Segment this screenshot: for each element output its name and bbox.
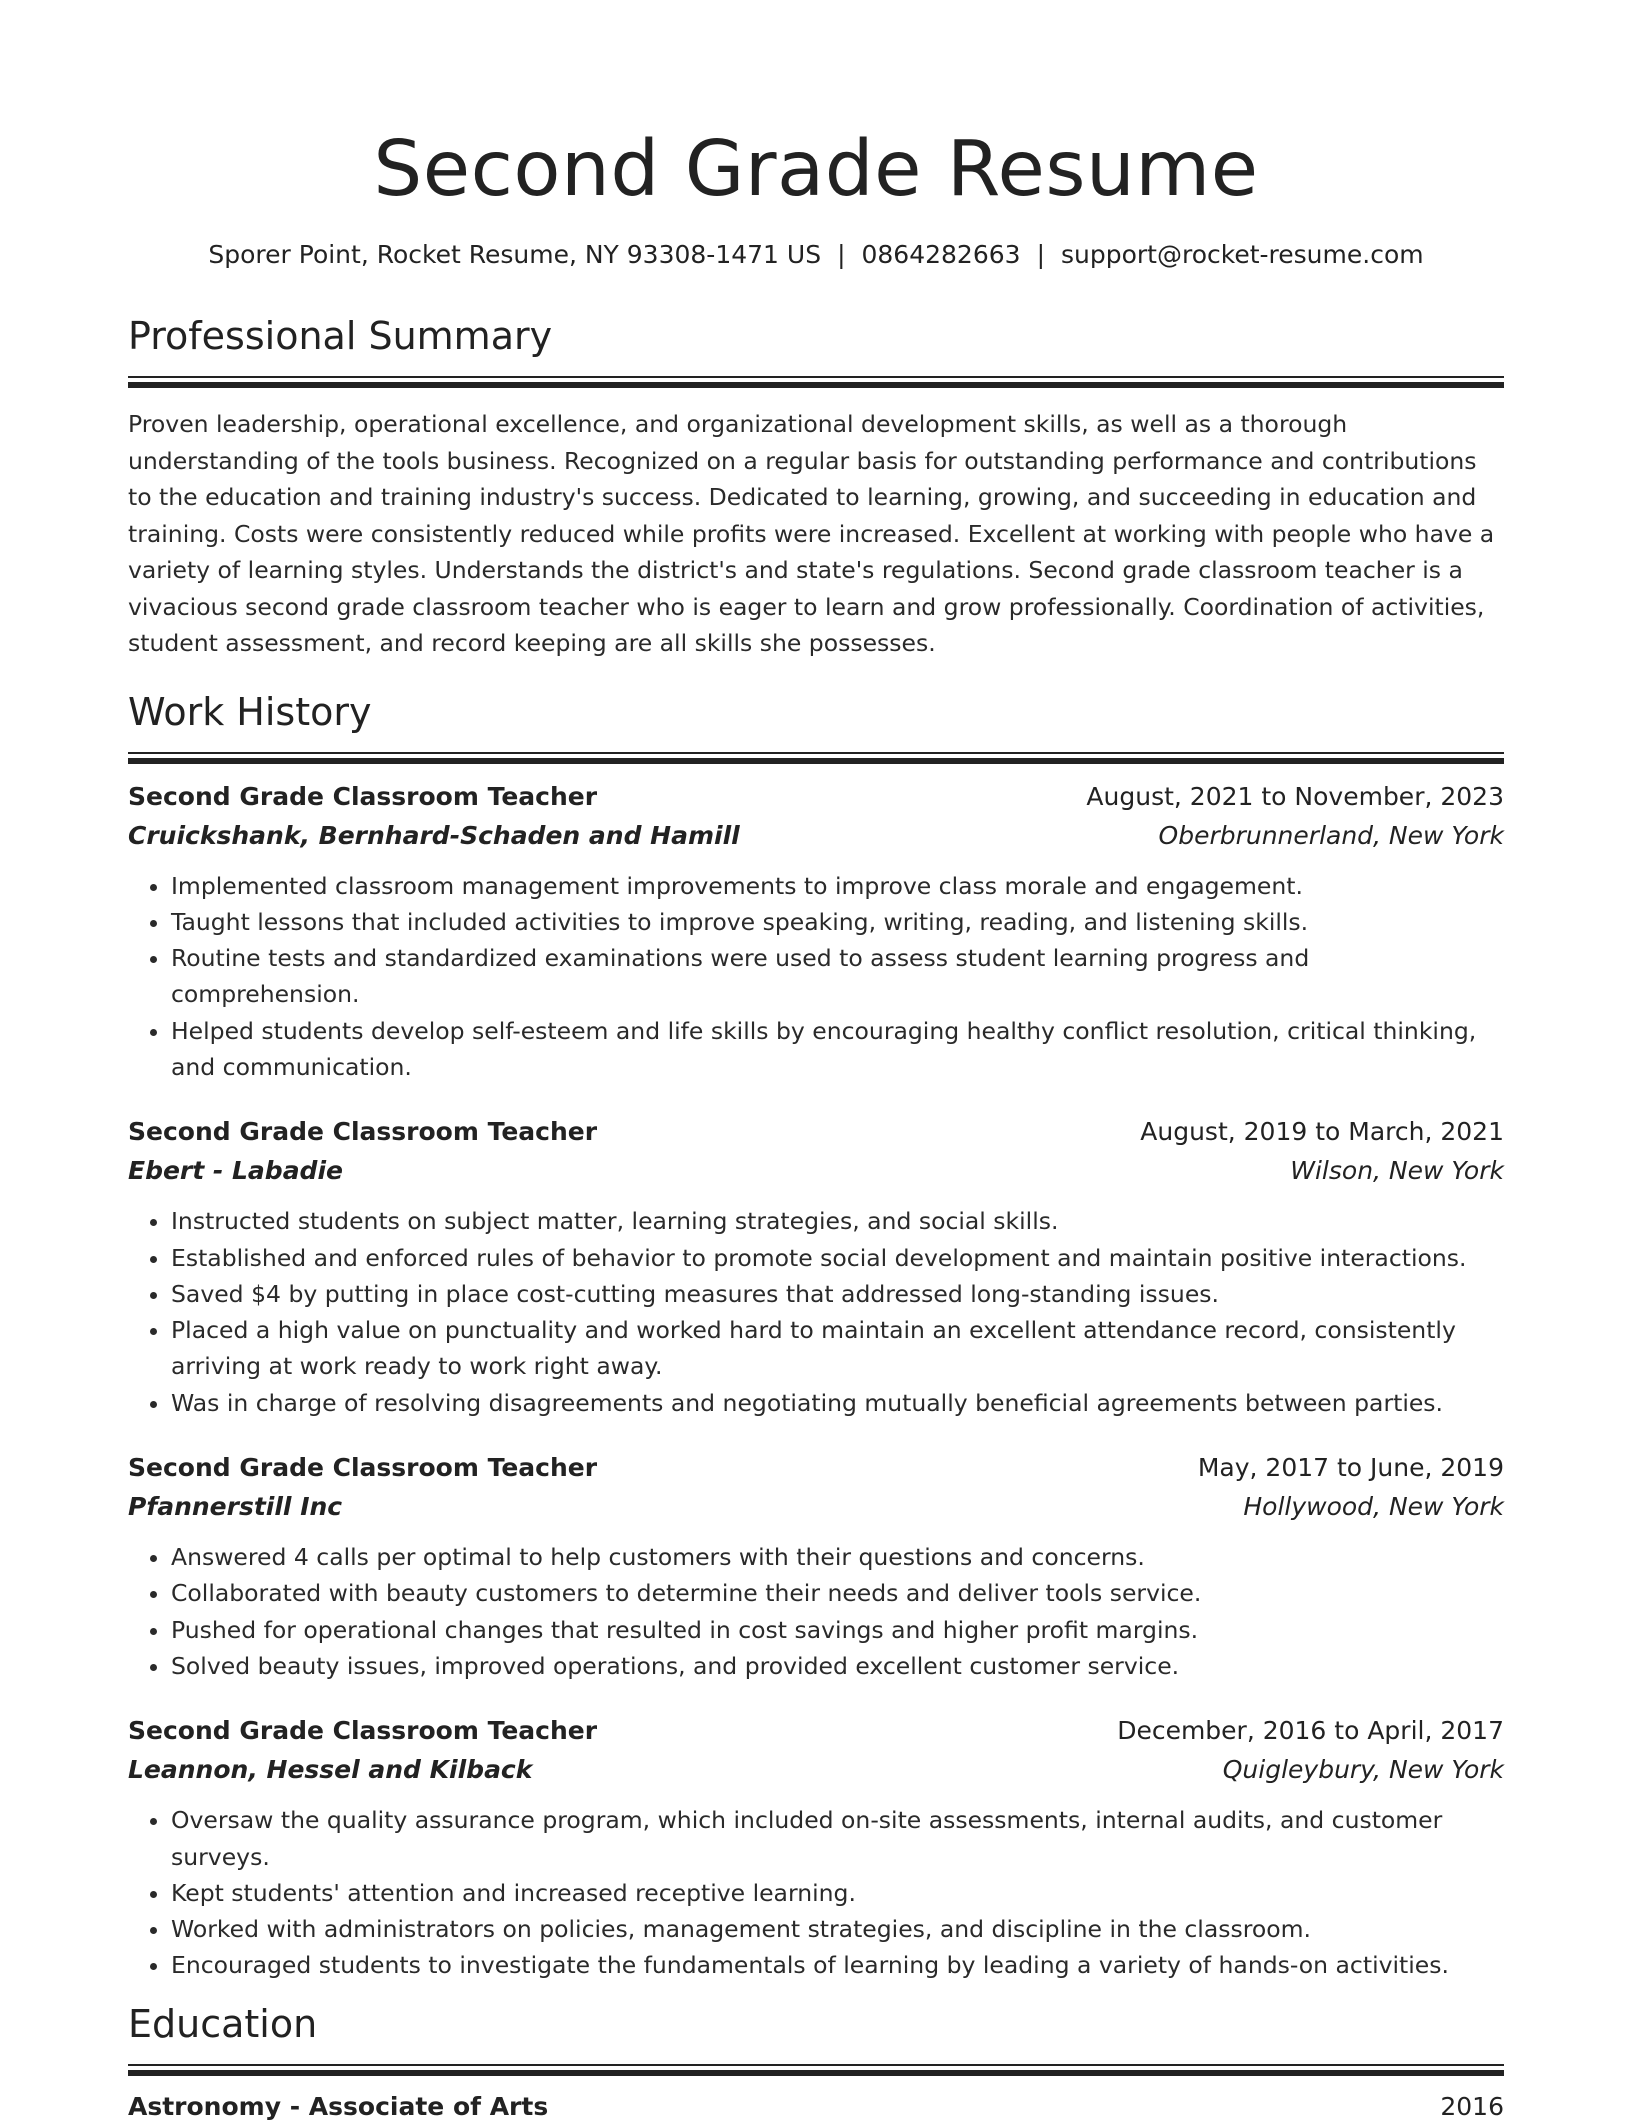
job-location: Hollywood, New York bbox=[1243, 1492, 1504, 1522]
job-bullets bbox=[128, 1802, 1504, 1983]
list-item: • Answered 4 calls per optimal to help customers with their questions and concerns. bbox=[171, 1539, 1504, 1575]
list-item: • Collaborated with beauty customers to determine their needs and deliver tools service. bbox=[171, 1575, 1504, 1611]
section-divider bbox=[128, 752, 1504, 762]
job-company: Ebert - Labadie bbox=[128, 1156, 343, 1186]
summary-section bbox=[128, 310, 1504, 662]
education-entry bbox=[128, 2088, 1504, 2126]
section-divider bbox=[128, 376, 1504, 386]
job-location: Wilson, New York bbox=[1290, 1156, 1504, 1186]
list-item: • Worked with administrators on policies, management strategies, and discipline in the classroom. bbox=[171, 1911, 1504, 1947]
summary-text: Proven leadership, operational excellence, and organizational development skills, as well as a thorough understanding of the tools business. Recognized on a regular basis for outstanding performance and contributions to the education and training industry's success. Dedicated to learning, growing, and succeeding in education and training. Costs were consistently reduced while profits were increased. Excellent at working with people who have a variety of learning styles. Understands the district's and state's regulations. Second grade classroom teacher is a vivacious second grade classroom teacher who is eager to learn and grow professionally. Coordination of activities, student assessment, and record keeping are all skills she possesses. bbox=[128, 410, 1495, 657]
contact-separator: | bbox=[837, 240, 846, 269]
job-bullets bbox=[128, 868, 1504, 1086]
job-location: Quigleybury, New York bbox=[1222, 1755, 1504, 1785]
job-dates: May, 2017 to June, 2019 bbox=[1197, 1453, 1504, 1483]
list-item: • Placed a high value on punctuality and worked hard to maintain an excellent attendance record, consistently arriving at work ready to work right away. bbox=[171, 1312, 1504, 1385]
contact-line bbox=[128, 238, 1504, 272]
resume-title: Second Grade Resume bbox=[373, 125, 1259, 214]
job-entry bbox=[128, 778, 1504, 1086]
list-item: • Solved beauty issues, improved operations, and provided excellent customer service. bbox=[171, 1648, 1504, 1684]
job-title: Second Grade Classroom Teacher bbox=[128, 781, 598, 811]
section-title-work-history: Work History bbox=[128, 689, 372, 734]
job-company: Cruickshank, Bernhard-Schaden and Hamill bbox=[128, 820, 740, 850]
list-item: • Saved $4 by putting in place cost-cutting measures that addressed long-standing issues. bbox=[171, 1276, 1504, 1312]
job-company: Leannon, Hessel and Kilback bbox=[128, 1755, 533, 1785]
job-bullets bbox=[128, 1203, 1504, 1421]
list-item: • Helped students develop self-esteem and life skills by encouraging healthy conflict resolution, critical thinking, and communication. bbox=[171, 1013, 1504, 1086]
list-item: • Kept students' attention and increased receptive learning. bbox=[171, 1875, 1504, 1911]
job-dates: December, 2016 to April, 2017 bbox=[1117, 1716, 1504, 1746]
contact-address: Sporer Point, Rocket Resume, NY 93308-1471 US bbox=[208, 240, 822, 269]
education-degree: Astronomy - Associate of Arts bbox=[128, 2091, 549, 2121]
job-company: Pfannerstill Inc bbox=[128, 1492, 343, 1522]
contact-phone: 0864282663 bbox=[861, 240, 1021, 269]
list-item: • Oversaw the quality assurance program, which included on-site assessments, internal audits, and customer surveys. bbox=[171, 1802, 1504, 1875]
section-title-education: Education bbox=[128, 2001, 318, 2046]
work-history-section bbox=[128, 686, 1504, 1984]
job-entry bbox=[128, 1712, 1504, 1983]
list-item: • Taught lessons that included activities to improve speaking, writing, reading, and listening skills. bbox=[171, 904, 1504, 940]
job-title: Second Grade Classroom Teacher bbox=[128, 1716, 598, 1746]
contact-email: support@rocket-resume.com bbox=[1061, 240, 1424, 269]
job-dates: August, 2019 to March, 2021 bbox=[1140, 1117, 1504, 1147]
job-entry bbox=[128, 1113, 1504, 1421]
list-item: • Routine tests and standardized examinations were used to assess student learning progress and comprehension. bbox=[171, 940, 1504, 1013]
section-title-summary: Professional Summary bbox=[128, 314, 553, 358]
list-item: • Established and enforced rules of behavior to promote social development and maintain positive interactions. bbox=[171, 1240, 1504, 1276]
list-item: • Was in charge of resolving disagreements and negotiating mutually beneficial agreements between parties. bbox=[171, 1385, 1504, 1421]
contact-separator: | bbox=[1036, 240, 1045, 269]
list-item: • Encouraged students to investigate the fundamentals of learning by leading a variety of hands-on activities. bbox=[171, 1947, 1504, 1983]
list-item: • Instructed students on subject matter, learning strategies, and social skills. bbox=[171, 1203, 1504, 1239]
education-year: 2016 bbox=[1440, 2091, 1504, 2121]
job-bullets bbox=[128, 1539, 1504, 1684]
list-item: • Pushed for operational changes that resulted in cost savings and higher profit margins. bbox=[171, 1612, 1504, 1648]
job-dates: August, 2021 to November, 2023 bbox=[1086, 781, 1504, 811]
section-divider bbox=[128, 2064, 1504, 2074]
education-section bbox=[128, 1998, 1504, 2126]
job-entry bbox=[128, 1449, 1504, 1684]
resume-page bbox=[128, 0, 1504, 2126]
job-title: Second Grade Classroom Teacher bbox=[128, 1117, 598, 1147]
job-title: Second Grade Classroom Teacher bbox=[128, 1453, 598, 1483]
job-location: Oberbrunnerland, New York bbox=[1158, 820, 1504, 850]
list-item: • Implemented classroom management improvements to improve class morale and engagement. bbox=[171, 868, 1504, 904]
